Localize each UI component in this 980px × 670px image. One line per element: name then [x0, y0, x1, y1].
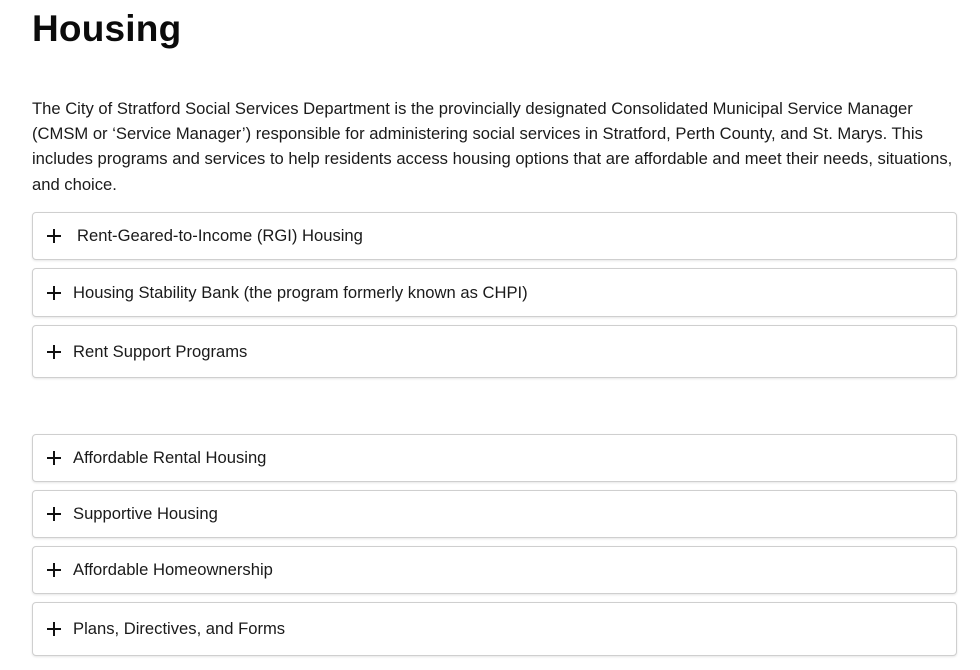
accordion-label: Rent-Geared-to-Income (RGI) Housing	[77, 226, 363, 245]
accordion-label: Housing Stability Bank (the program formerly known as CHPI)	[73, 282, 528, 302]
accordion-label: Plans, Directives, and Forms	[73, 619, 286, 638]
accordion-rent-support-programs[interactable]	[32, 325, 957, 378]
plus-icon	[47, 286, 61, 300]
plus-icon	[47, 451, 61, 465]
accordion-affordable-homeownership[interactable]	[32, 546, 957, 594]
accordion-housing-stability-bank[interactable]	[32, 268, 957, 317]
plus-icon	[47, 507, 61, 521]
plus-icon	[47, 345, 61, 359]
accordion-affordable-rental-housing[interactable]	[32, 434, 957, 482]
accordion-label: Rent Support Programs	[73, 341, 248, 361]
accordion-label: Supportive Housing	[73, 504, 218, 523]
plus-icon	[47, 563, 61, 577]
intro-paragraph: The City of Stratford Social Services Department is the provincially designated Consolidated Municipal Service Manager (CMSM or ‘Service Manager’) responsible for administering social services in Stratford, Perth County, and St. Marys. This includes programs and services to help residents access housing options that are affordable and meet their needs, situations, and choice.	[32, 99, 953, 194]
accordion-supportive-housing[interactable]	[32, 490, 957, 538]
plus-icon	[47, 622, 61, 636]
accordion-label: Affordable Homeownership	[73, 560, 273, 579]
page-title: Housing	[32, 8, 182, 49]
accordion-plans-directives-forms[interactable]	[32, 602, 957, 656]
accordion-label: Affordable Rental Housing	[73, 448, 267, 467]
plus-icon	[47, 229, 61, 243]
accordion-rgi-housing[interactable]	[32, 212, 957, 260]
